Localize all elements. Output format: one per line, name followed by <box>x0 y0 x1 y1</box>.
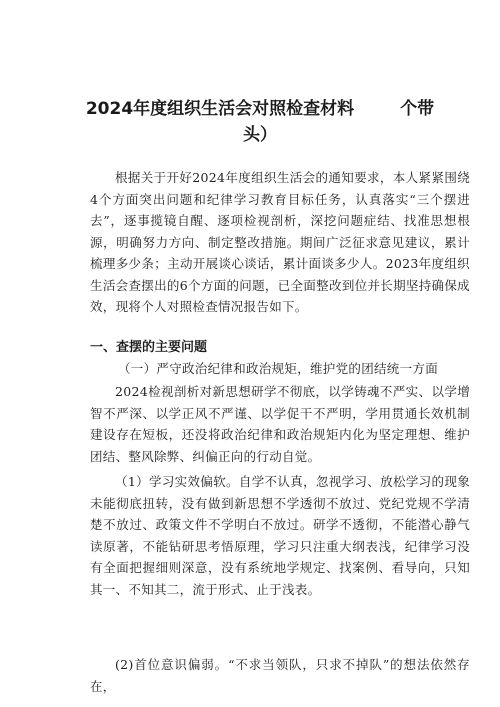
title-line2: 头） <box>243 125 277 145</box>
paragraph-1: 2024检视剖析对新思想研学不彻底，以学铸魂不严实、以学增智不严深、以学正风不严谨、以学促干不严明，学用贯通长效机制建设存在短板，还没将政治纪律和政治规矩内化为坚定理想、维护团结、整风除弊、纠偏正向的行动自觉。 <box>90 384 470 464</box>
problem-item-1: （1）学习实效偏软。自学不认真，忽视学习、放松学习的现象未能彻底扭转，没有做到新思想不学透彻不放过、党纪党规不学清楚不放过、政策文件不学明白不放过。研学不透彻，不能潜心静气读原著，不能钻研思考悟原理，学习只注重大纲表浅，纪律学习没有全面把握细则深意，没有系统地学规定、找案例、看导向，只知其一、不知其二，流于形式、止于浅表。 <box>90 474 470 597</box>
title-line1: 2024年度组织生活会对照检查材料 <box>85 99 355 119</box>
problem-item-2: (2)首位意识偏弱。“不求当领队，只求不掉队”的想法依然存在， <box>90 657 470 694</box>
subsection-heading: （一）严守政治纪律和政治规矩，维护党的团结统一方面 <box>118 361 439 376</box>
intro-paragraph: 根据关于开好2024年度组织生活会的通知要求，本人紧紧围绕4个方面突出问题和纪律学习教育目标任务，认真落实“三个摆进去”，逐事揽镜自醒、逐项检视剖析，深挖问题症结、找准思想根源，明确努力方向、制定整改措施。期间广泛征求意见建议，累计梳理多少条；主动开展谈心谈话，累计面谈多少人。2023年度组织生活会查摆出的6个方面的问题，已全面整改到位并长期坚持确保成效，现将个人对照检查情况报告如下。 <box>90 170 470 314</box>
title-line1-suffix: 个带 <box>400 99 435 119</box>
section-heading: 一、查摆的主要问题 <box>90 340 208 355</box>
document-title <box>70 96 450 148</box>
